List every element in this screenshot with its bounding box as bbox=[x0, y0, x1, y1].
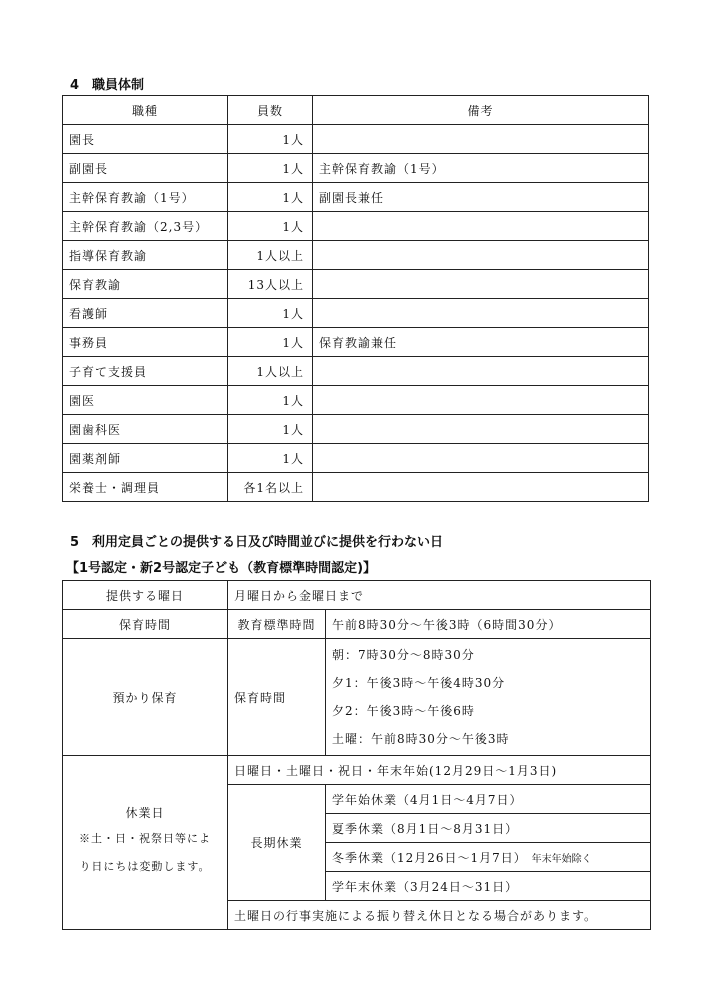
extended-times bbox=[326, 639, 651, 756]
hours-label: 保育時間 bbox=[63, 610, 228, 639]
extended-row bbox=[63, 639, 651, 756]
long-break: 学年始休業（4月1日～4月7日） bbox=[326, 785, 651, 814]
extended-time: 夕2：午後3時～午後6時 bbox=[332, 704, 475, 718]
staff-notes bbox=[313, 473, 649, 502]
staff-notes bbox=[313, 357, 649, 386]
long-break: 夏季休業（8月1日～8月31日） bbox=[326, 814, 651, 843]
staff-job: 保育教諭 bbox=[63, 270, 228, 299]
staff-notes bbox=[313, 299, 649, 328]
extended-label: 預かり保育 bbox=[63, 639, 228, 756]
staff-job: 指導保育教諭 bbox=[63, 241, 228, 270]
staff-count: 1人 bbox=[228, 154, 313, 183]
saturday-note: 土曜日の行事実施による振り替え休日となる場合があります。 bbox=[228, 901, 651, 930]
staff-count: 1人以上 bbox=[228, 357, 313, 386]
staff-job: 主幹保育教諭（1号） bbox=[63, 183, 228, 212]
section-5-subtitle: 【1号認定・新2号認定子ども（教育標準時間認定)】 bbox=[66, 561, 377, 576]
days-label: 提供する曜日 bbox=[63, 581, 228, 610]
staff-notes: 主幹保育教諭（1号） bbox=[313, 154, 649, 183]
staff-count: 1人 bbox=[228, 415, 313, 444]
staff-row bbox=[63, 183, 649, 212]
closed-note: り日にちは変動します。 bbox=[79, 860, 211, 873]
staff-job: 事務員 bbox=[63, 328, 228, 357]
staff-table-header bbox=[63, 96, 649, 125]
long-break: 学年末休業（3月24日～31日） bbox=[326, 872, 651, 901]
staff-row bbox=[63, 125, 649, 154]
closed-days: 日曜日・土曜日・祝日・年末年始(12月29日～1月3日) bbox=[228, 756, 651, 785]
staff-notes: 副園長兼任 bbox=[313, 183, 649, 212]
staff-notes bbox=[313, 125, 649, 154]
hours-value: 午前8時30分～午後3時（6時間30分） bbox=[326, 610, 651, 639]
staff-count: 各1名以上 bbox=[228, 473, 313, 502]
long-break-label: 長期休業 bbox=[228, 785, 326, 901]
staff-count: 1人 bbox=[228, 299, 313, 328]
header-notes: 備考 bbox=[313, 96, 649, 125]
staff-count: 1人 bbox=[228, 444, 313, 473]
hours-sub: 教育標準時間 bbox=[228, 610, 326, 639]
staff-row bbox=[63, 299, 649, 328]
schedule-table bbox=[62, 580, 651, 930]
days-value: 月曜日から金曜日まで bbox=[228, 581, 651, 610]
staff-job: 園医 bbox=[63, 386, 228, 415]
staff-row bbox=[63, 270, 649, 299]
staff-job: 園長 bbox=[63, 125, 228, 154]
staff-row bbox=[63, 212, 649, 241]
header-count: 員数 bbox=[228, 96, 313, 125]
long-break: 冬季休業（12月26日～1月7日） bbox=[332, 850, 527, 865]
closed-label-cell bbox=[63, 756, 228, 930]
winter-note: 年末年始除く bbox=[531, 853, 592, 865]
extended-time: 朝：7時30分～8時30分 bbox=[332, 648, 475, 662]
staff-job: 園歯科医 bbox=[63, 415, 228, 444]
staff-row bbox=[63, 444, 649, 473]
staff-count: 13人以上 bbox=[228, 270, 313, 299]
staff-job: 栄養士・調理員 bbox=[63, 473, 228, 502]
staff-notes bbox=[313, 212, 649, 241]
extended-sub: 保育時間 bbox=[228, 639, 326, 756]
staff-row bbox=[63, 357, 649, 386]
staff-row bbox=[63, 415, 649, 444]
staff-count: 1人 bbox=[228, 125, 313, 154]
staff-notes bbox=[313, 241, 649, 270]
header-job: 職種 bbox=[63, 96, 228, 125]
extended-time: 夕1：午後3時～午後4時30分 bbox=[332, 676, 506, 690]
days-row bbox=[63, 581, 651, 610]
staff-row bbox=[63, 473, 649, 502]
closed-note: ※土・日・祝祭日等によ bbox=[79, 832, 211, 845]
staff-job: 園薬剤師 bbox=[63, 444, 228, 473]
staff-notes: 保育教諭兼任 bbox=[313, 328, 649, 357]
staff-row bbox=[63, 386, 649, 415]
hours-row bbox=[63, 610, 651, 639]
staff-job: 主幹保育教諭（2,3号） bbox=[63, 212, 228, 241]
staff-row bbox=[63, 328, 649, 357]
staff-count: 1人 bbox=[228, 212, 313, 241]
staff-count: 1人 bbox=[228, 183, 313, 212]
closed-days-row bbox=[63, 756, 651, 785]
section-4-title: 4 職員体制 bbox=[70, 78, 145, 93]
staff-row bbox=[63, 154, 649, 183]
staff-notes bbox=[313, 444, 649, 473]
staff-count: 1人以上 bbox=[228, 241, 313, 270]
staff-count: 1人 bbox=[228, 328, 313, 357]
staff-job: 看護師 bbox=[63, 299, 228, 328]
long-break-winter bbox=[326, 843, 651, 872]
staff-table bbox=[62, 95, 649, 502]
staff-notes bbox=[313, 386, 649, 415]
staff-job: 副園長 bbox=[63, 154, 228, 183]
closed-label: 休業日 bbox=[125, 806, 165, 820]
staff-job: 子育て支援員 bbox=[63, 357, 228, 386]
staff-notes bbox=[313, 270, 649, 299]
staff-notes bbox=[313, 415, 649, 444]
extended-time: 土曜：午前8時30分～午後3時 bbox=[332, 732, 510, 746]
section-5-title: 5 利用定員ごとの提供する日及び時間並びに提供を行わない日 bbox=[70, 535, 444, 550]
staff-count: 1人 bbox=[228, 386, 313, 415]
staff-row bbox=[63, 241, 649, 270]
